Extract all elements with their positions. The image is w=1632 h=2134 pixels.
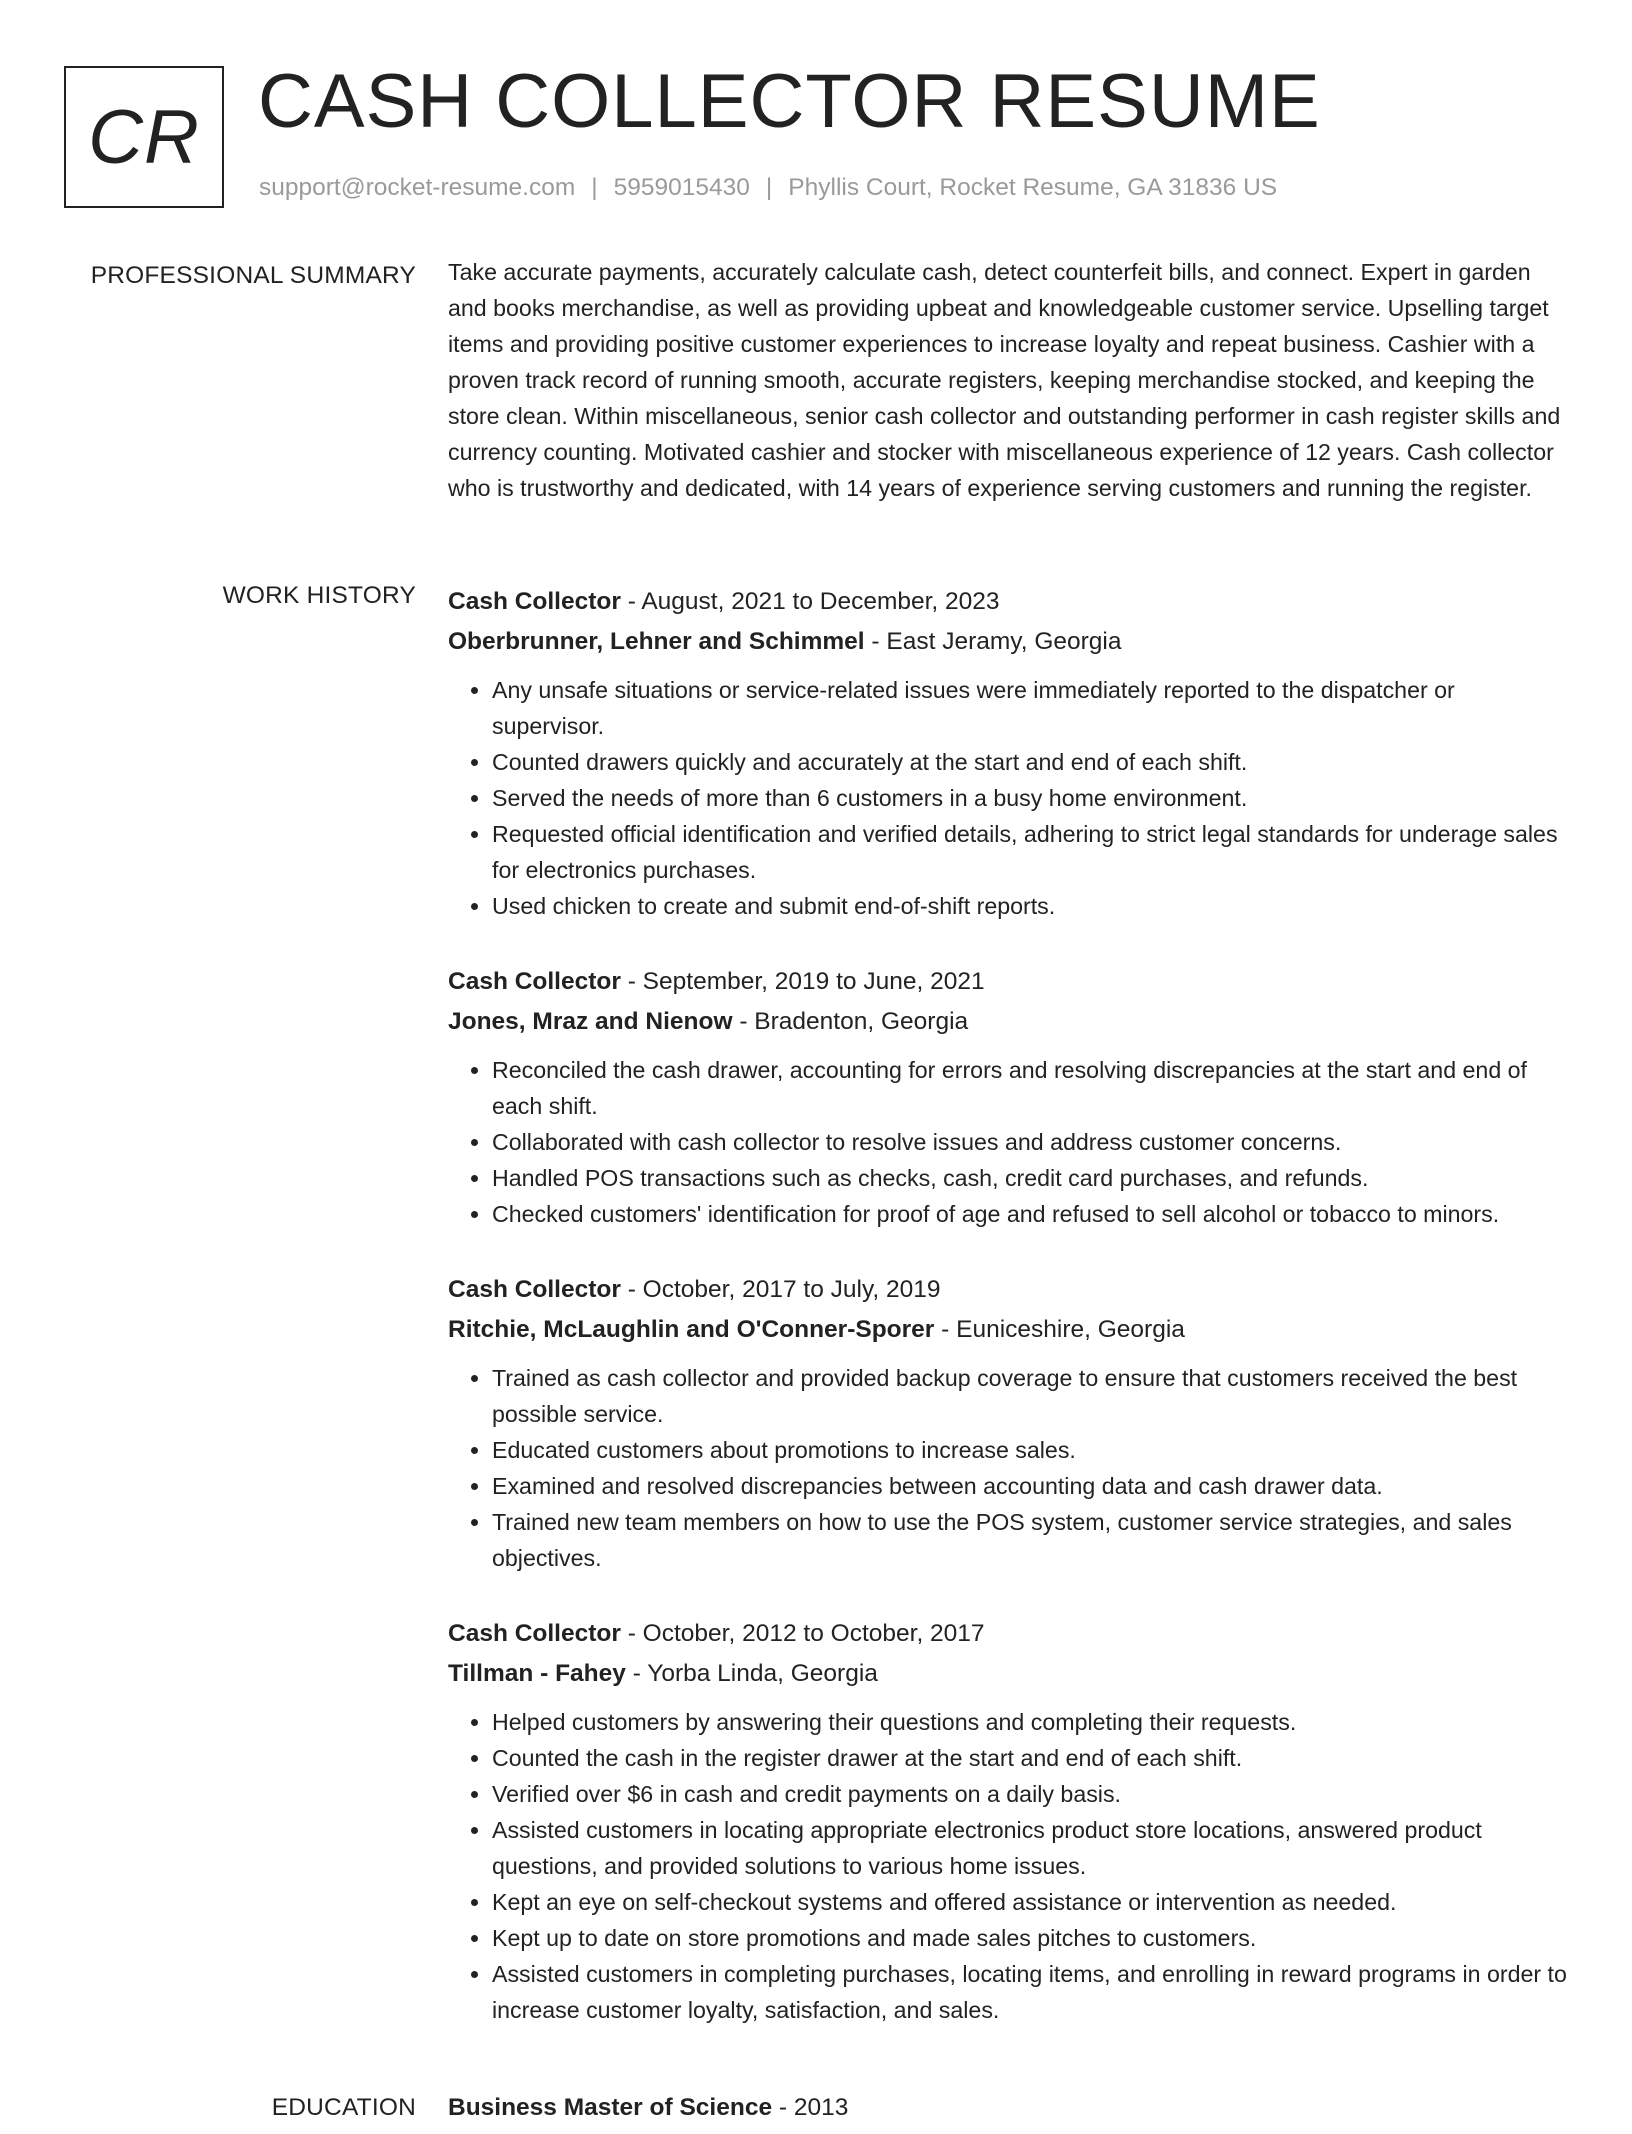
job-list — [448, 582, 1568, 2066]
job-entry — [448, 1270, 1568, 1576]
duty-item: • Counted the cash in the register drawer at the start and end of each shift. — [492, 1740, 1568, 1776]
job-company-line — [448, 622, 1568, 662]
monogram-initials: CR — [88, 94, 200, 180]
job-company: Jones, Mraz and Nienow — [448, 1008, 733, 1035]
duty-item: • Educated customers about promotions to increase sales. — [492, 1432, 1568, 1468]
duty-item: • Trained as cash collector and provided backup coverage to ensure that customers received the best possible service. — [492, 1360, 1568, 1432]
duty-item: • Helped customers by answering their questions and completing their requests. — [492, 1704, 1568, 1740]
education-line — [448, 2088, 1568, 2128]
job-dates: - October, 2012 to October, 2017 — [620, 1620, 985, 1647]
summary-text: Take accurate payments, accurately calculate cash, detect counterfeit bills, and connect. Expert in garden and books merchandise, as well as providing upbeat and knowledgeable customer service. Upselling target items and providing positive customer experiences to increase loyalty and repeat business. Cashier with a proven track record of running smooth, accurate registers, keeping merchandise stocked, and keeping the store clean. Within miscellaneous, senior cash collector and outstanding performer in cash register skills and currency counting. Motivated cashier and stocker with miscellaneous experience of 12 years. Cash collector who is trustworthy and dedicated, with 14 years of experience serving customers and running the register. — [448, 259, 1561, 501]
job-title: Cash Collector — [448, 1276, 621, 1303]
duty-item: • Used chicken to create and submit end-of-shift reports. — [492, 888, 1568, 924]
job-dates: - October, 2017 to July, 2019 — [620, 1276, 941, 1303]
education-heading: EDUCATION — [271, 2094, 416, 2121]
duty-item: • Any unsafe situations or service-related issues were immediately reported to the dispatcher or supervisor. — [492, 672, 1568, 744]
duty-item: • Requested official identification and verified details, adhering to strict legal standards for underage sales for electronics purchases. — [492, 816, 1568, 888]
duty-item: • Counted drawers quickly and accurately at the start and end of each shift. — [492, 744, 1568, 780]
job-company-line — [448, 1310, 1568, 1350]
contact-phone[interactable]: 5959015430 — [613, 174, 750, 201]
contact-separator: | — [591, 174, 598, 201]
work-history-heading: WORK HISTORY — [222, 582, 416, 609]
job-dates: - August, 2021 to December, 2023 — [620, 588, 1000, 615]
duty-item: • Kept an eye on self-checkout systems and offered assistance or intervention as needed. — [492, 1884, 1568, 1920]
job-company: Ritchie, McLaughlin and O'Conner-Sporer — [448, 1316, 935, 1343]
job-location: - Bradenton, Georgia — [732, 1008, 969, 1035]
job-title-line — [448, 582, 1568, 622]
job-title: Cash Collector — [448, 588, 621, 615]
job-dates: - September, 2019 to June, 2021 — [620, 968, 985, 995]
job-location: - Euniceshire, Georgia — [934, 1316, 1185, 1343]
job-location: - Yorba Linda, Georgia — [625, 1660, 878, 1687]
duty-item: • Verified over $6 in cash and credit payments on a daily basis. — [492, 1776, 1568, 1812]
monogram-badge — [64, 66, 224, 208]
education-degree: Business Master of Science — [448, 2094, 773, 2121]
job-duties — [448, 1704, 1568, 2028]
duty-item: • Assisted customers in locating appropriate electronics product store locations, answered product questions, and provided solutions to various home issues. — [492, 1812, 1568, 1884]
contact-email[interactable]: support@rocket-resume.com — [259, 174, 576, 201]
contact-address: Phyllis Court, Rocket Resume, GA 31836 US — [788, 174, 1278, 201]
job-company: Tillman - Fahey — [448, 1660, 626, 1687]
job-duties — [448, 1360, 1568, 1576]
duty-item: • Trained new team members on how to use the POS system, customer service strategies, and sales objectives. — [492, 1504, 1568, 1576]
job-title-line — [448, 962, 1568, 1002]
duty-item: • Reconciled the cash drawer, accounting for errors and resolving discrepancies at the start and end of each shift. — [492, 1052, 1568, 1124]
job-duties — [448, 1052, 1568, 1232]
education-year: - 2013 — [772, 2094, 849, 2121]
contact-line — [259, 174, 1277, 202]
job-title: Cash Collector — [448, 1620, 621, 1647]
job-entry — [448, 1614, 1568, 2028]
job-entry — [448, 582, 1568, 924]
duty-item: • Collaborated with cash collector to resolve issues and address customer concerns. — [492, 1124, 1568, 1160]
duty-item: • Examined and resolved discrepancies between accounting data and cash drawer data. — [492, 1468, 1568, 1504]
summary-heading: PROFESSIONAL SUMMARY — [90, 262, 416, 289]
job-company-line — [448, 1654, 1568, 1694]
contact-separator: | — [765, 174, 773, 201]
duty-item: • Kept up to date on store promotions and made sales pitches to customers. — [492, 1920, 1568, 1956]
job-location: - East Jeramy, Georgia — [864, 628, 1122, 655]
job-company: Oberbrunner, Lehner and Schimmel — [448, 628, 865, 655]
job-company-line — [448, 1002, 1568, 1042]
job-title-line — [448, 1614, 1568, 1654]
job-title: Cash Collector — [448, 968, 621, 995]
duty-item: • Assisted customers in completing purchases, locating items, and enrolling in reward programs in order to increase customer loyalty, satisfaction, and sales. — [492, 1956, 1568, 2028]
duty-item: • Handled POS transactions such as checks, cash, credit card purchases, and refunds. — [492, 1160, 1568, 1196]
duty-item: • Served the needs of more than 6 customers in a busy home environment. — [492, 780, 1568, 816]
job-duties — [448, 672, 1568, 924]
job-title-line — [448, 1270, 1568, 1310]
duty-item: • Checked customers' identification for proof of age and refused to sell alcohol or tobacco to minors. — [492, 1196, 1568, 1232]
resume-title: CASH COLLECTOR RESUME — [258, 59, 1321, 144]
job-entry — [448, 962, 1568, 1232]
